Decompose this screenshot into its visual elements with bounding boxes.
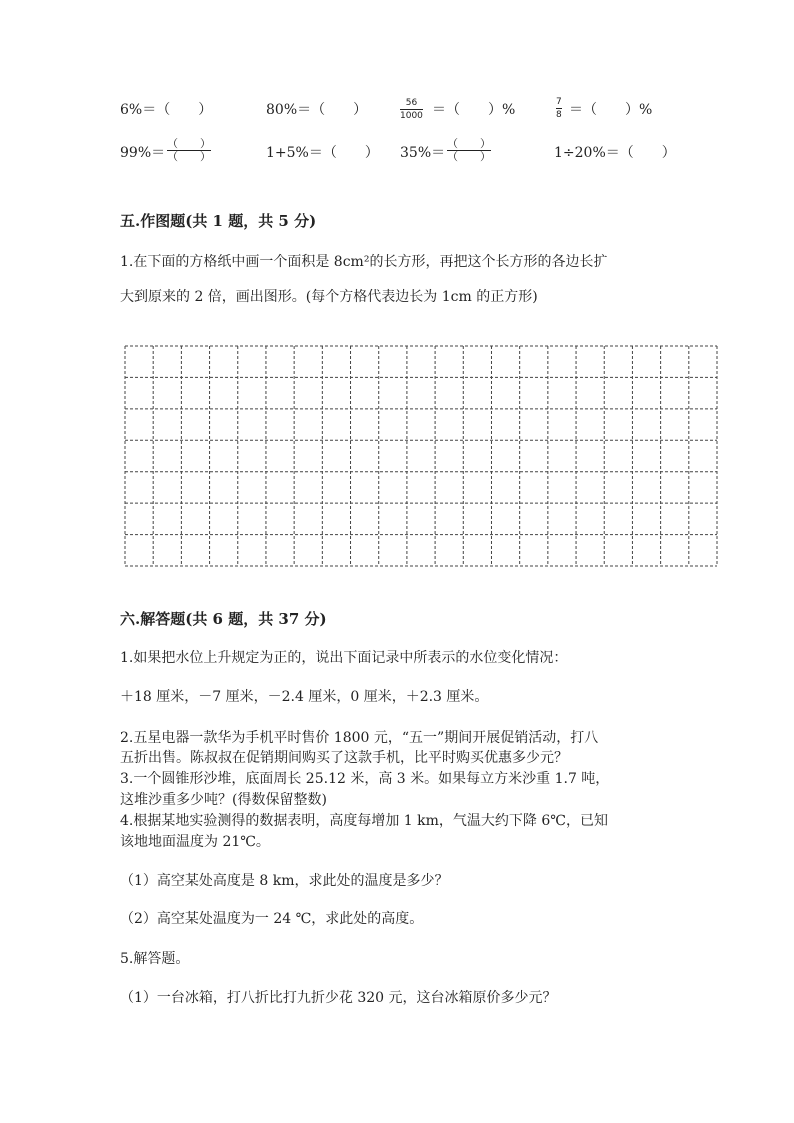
- fraction-bar: [400, 109, 423, 110]
- fraction-numerator: 7: [556, 97, 562, 107]
- section5-q1-line1: 1.在下面的方格纸中画一个面积是 8cm²的长方形，再把这个长方形的各边长扩: [120, 254, 608, 270]
- square-grid-paper: [124, 345, 718, 567]
- section6-q2-line2: 五折出售。陈叔叔在促销期间购买了这款手机，比平时购买优惠多少元？: [120, 750, 568, 766]
- section5-heading: 五.作图题(共 1 题，共 5 分): [120, 212, 317, 230]
- section6-q4-sub1: （1）高空某处高度是 8 km，求此处的温度是多少？: [120, 873, 449, 889]
- section6-heading: 六.解答题(共 6 题，共 37 分): [120, 610, 327, 628]
- fraction-denominator: 8: [556, 110, 562, 120]
- fraction-numerator: （ ）: [167, 137, 211, 150]
- fraction-bar: [556, 108, 562, 109]
- fraction-7-8: [556, 97, 562, 120]
- section6-q4-line2: 该地地面温度为 21℃。: [120, 834, 270, 850]
- fraction-blank-99: [167, 139, 211, 162]
- section5-q1-line2: 大到原来的 2 倍，画出图形。(每个方格代表边长为 1cm 的正方形): [120, 289, 538, 305]
- conversion-80-percent: 80%＝（ ）: [266, 102, 368, 118]
- section6-q3-line2: 这堆沙重多少吨？(得数保留整数): [120, 792, 327, 808]
- section6-q4-sub2: （2）高空某处温度为一 24 ℃，求此处的高度。: [120, 911, 424, 927]
- conversion-1-plus-5-percent: 1+5%＝（ ）: [266, 145, 379, 161]
- section6-q5: 5.解答题。: [120, 951, 190, 967]
- section6-q3-line1: 3.一个圆锥形沙堆，底面周长 25.12 米，高 3 米。如果每立方米沙重 1.7 吨，: [120, 771, 610, 787]
- fraction-numerator: （ ）: [447, 137, 491, 150]
- fraction-numerator: 56: [405, 98, 418, 108]
- fraction-denominator: （ ）: [447, 150, 491, 163]
- fraction-denominator: （ ）: [167, 150, 211, 163]
- conversion-fraction-56-tail: ＝（ ）%: [432, 102, 516, 118]
- conversion-1-div-20-percent: 1÷20%＝（ ）: [554, 145, 676, 161]
- fraction-blank-35: [447, 139, 491, 162]
- conversion-fraction-7-tail: ＝（ ）%: [569, 102, 653, 118]
- section6-q2-line1: 2.五星电器一款华为手机平时售价 1800 元，“五一”期间开展促销活动，打八: [120, 730, 599, 746]
- section6-q1-data: ＋18 厘米，－7 厘米，－2.4 厘米，0 厘米，＋2.3 厘米。: [120, 689, 489, 705]
- section6-q1: 1.如果把水位上升规定为正的，说出下面记录中所表示的水位变化情况：: [120, 650, 568, 666]
- fraction-56-1000: [400, 98, 423, 121]
- section6-q4-line1: 4.根据某地实验测得的数据表明，高度每增加 1 km，气温大约下降 6℃，已知: [120, 813, 608, 829]
- conversion-99-percent-lead: 99%＝: [120, 145, 166, 161]
- fraction-denominator: 1000: [400, 111, 423, 121]
- section6-q5-sub1: （1）一台冰箱，打八折比打九折少花 320 元，这台冰箱原价多少元？: [120, 990, 557, 1006]
- conversion-35-percent-lead: 35%＝: [400, 145, 446, 161]
- conversion-6-percent: 6%＝（ ）: [120, 102, 213, 118]
